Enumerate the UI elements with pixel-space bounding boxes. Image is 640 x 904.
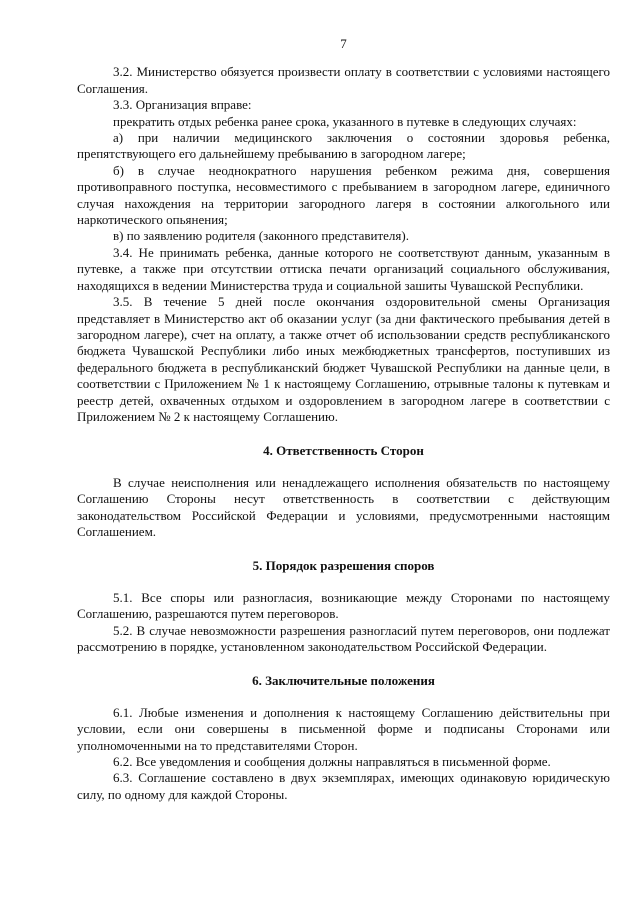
clause-4-text: В случае неисполнения или ненадлежащего исполнения обязательств по настоящему Соглашению Стороны несут ответственность в соответствии с действующим законодательством Российской Федерации и условиями, предусмотренными настоящим Соглашением. — [77, 474, 610, 539]
clause-3-4: 3.4. Не принимать ребенка, данные которого не соответствуют данным, указанным в путевке, а также при отсутствии оттиска печати организаций социального обслуживания, находящихся в ведении Министерства труда и социальной зашиты Чувашской Республики. — [77, 244, 610, 293]
clause-6-2: 6.2. Все уведомления и сообщения должны направляться в письменной форме. — [113, 754, 551, 770]
section-5-body — [77, 590, 610, 656]
page-number: 7 — [340, 36, 347, 51]
clause-5-2: 5.2. В случае невозможности разрешения разногласий путем переговоров, они подлежат рассмотрению в порядке, установленном законодательством Российской Федерации. — [77, 622, 610, 654]
document-page — [77, 36, 610, 803]
clause-3-3-b: б) в случае неоднократного нарушения ребенком режима дня, совершения противоправного поступка, несовместимого с пребыванием в загородном лагере, единичного случая нахождения на территории загородного лагеря в состоянии алкогольного или наркотического опьянения; — [77, 162, 610, 228]
section-5-heading: 5. Порядок разрешения споров — [252, 558, 435, 574]
section-3-continued — [77, 64, 610, 425]
clause-3-2: 3.2. Министерство обязуется произвести оплату в соответствии с условиями настоящего Соглашения. — [77, 64, 610, 96]
section-4-heading: 4. Ответственность Сторон — [263, 443, 424, 459]
clause-6-1: 6.1. Любые изменения и дополнения к настоящему Соглашению действительны при условии, если они совершены в письменной форме и подписаны Сторонами или уполномоченными на то представителями Сторон. — [77, 704, 610, 753]
clause-3-3-intro: прекратить отдых ребенка ранее срока, указанного в путевке в следующих случаях: — [113, 113, 577, 129]
clause-5-1: 5.1. Все споры или разногласия, возникающие между Сторонами по настоящему Соглашению, разрешаются путем переговоров. — [77, 589, 610, 622]
section-6-body — [77, 705, 610, 803]
clause-3-3-a: а) при наличии медицинского заключения о состоянии здоровья ребенка, препятствующего его дальнейшему пребыванию в загородном лагере; — [77, 130, 610, 162]
clause-3-3-c: в) по заявлению родителя (законного представителя). — [113, 228, 409, 244]
section-6-heading: 6. Заключительные положения — [252, 673, 435, 689]
clause-6-3: 6.3. Соглашение составлено в двух экземплярах, имеющих одинаковую юридическую силу, по одному для каждой Стороны. — [77, 770, 610, 802]
clause-3-3: 3.3. Организация вправе: — [113, 97, 252, 113]
clause-3-5: 3.5. В течение 5 дней после окончания оздоровительной смены Организация представляет в Министерство акт об оказании услуг (за дни фактического пребывания детей в загородном лагере), счет на оплату, а также отчет об использовании средств республиканского бюджета Чувашской Республики либо иных межбюджетных трансфертов, поступивших из федерального бюджета в республиканский бюджет Чувашской Республики на данные цели, в соответствии с Приложением № 1 к настоящему Соглашению, отрывные талоны к путевкам и реестр детей, охваченных отдыхом и оздоровлением в загородном лагере в соответствии с Приложением № 2 к настоящему Соглашению. — [77, 294, 610, 424]
section-4-body — [77, 475, 610, 541]
